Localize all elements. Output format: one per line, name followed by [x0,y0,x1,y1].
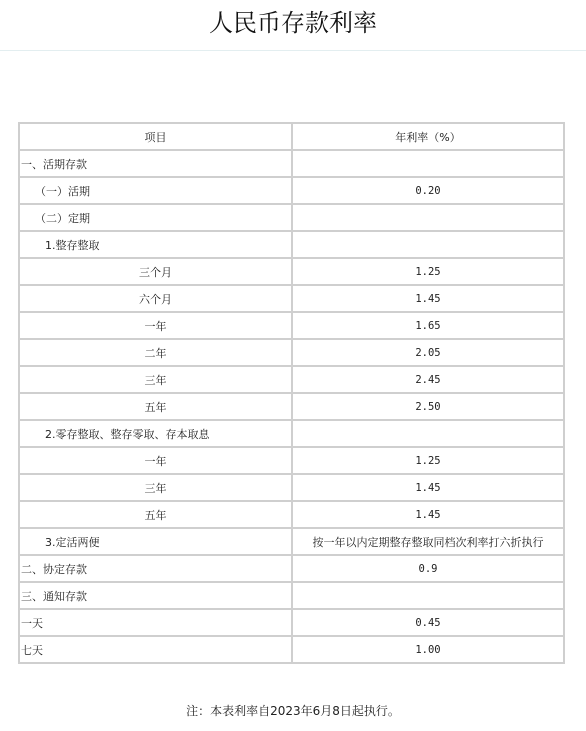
row-rate-cell: 0.9 [293,556,565,583]
row-rate-cell: 2.45 [293,367,565,394]
row-rate-cell: 2.05 [293,340,565,367]
row-rate-cell: 按一年以内定期整存整取同档次利率打六折执行 [293,529,565,556]
row-rate-cell: 1.65 [293,313,565,340]
table-row [20,232,565,259]
row-item-cell: 二、协定存款 [20,556,293,583]
row-rate-cell: 2.50 [293,394,565,421]
table-row [20,340,565,367]
table-row [20,448,565,475]
row-item-cell: （一）活期 [20,178,293,205]
row-rate-cell [293,151,565,178]
column-header-item: 项目 [20,124,293,151]
page-title: 人民币存款利率 [209,9,377,37]
table-row [20,529,565,556]
deposit-rate-table [18,122,565,664]
row-item-cell: 三、通知存款 [20,583,293,610]
row-rate-cell [293,421,565,448]
row-item-cell: 1.整存整取 [20,232,293,259]
row-item-cell: 三年 [20,367,293,394]
row-item-cell: 三个月 [20,259,293,286]
row-rate-cell: 1.45 [293,502,565,529]
footnote: 注：本表利率自2023年6月8日起执行。 [186,704,400,718]
table-row [20,556,565,583]
row-rate-cell [293,583,565,610]
row-rate-cell: 1.25 [293,259,565,286]
row-item-cell: 一天 [20,610,293,637]
table-row [20,178,565,205]
row-item-cell: 五年 [20,394,293,421]
row-item-cell: 一年 [20,448,293,475]
row-item-cell: 一年 [20,313,293,340]
table-row [20,475,565,502]
row-item-cell: （二）定期 [20,205,293,232]
table-row [20,205,565,232]
table-row [20,610,565,637]
row-rate-cell: 1.45 [293,475,565,502]
column-header-rate: 年利率（%） [293,124,565,151]
table-row [20,502,565,529]
table-row [20,259,565,286]
row-rate-cell [293,232,565,259]
row-rate-cell: 0.20 [293,178,565,205]
table-row [20,394,565,421]
table-row [20,421,565,448]
row-rate-cell: 0.45 [293,610,565,637]
row-item-cell: 2.零存整取、整存零取、存本取息 [20,421,293,448]
row-item-cell: 七天 [20,637,293,664]
row-item-cell: 三年 [20,475,293,502]
row-item-cell: 六个月 [20,286,293,313]
title-divider [0,50,586,51]
table-header-row [20,124,565,151]
row-rate-cell: 1.00 [293,637,565,664]
table-row [20,583,565,610]
row-rate-cell [293,205,565,232]
row-item-cell: 五年 [20,502,293,529]
row-rate-cell: 1.45 [293,286,565,313]
table-row [20,286,565,313]
table-row [20,151,565,178]
row-item-cell: 二年 [20,340,293,367]
table-row [20,637,565,664]
table-row [20,313,565,340]
table-row [20,367,565,394]
table-body [20,151,565,664]
row-rate-cell: 1.25 [293,448,565,475]
row-item-cell: 3.定活两便 [20,529,293,556]
row-item-cell: 一、活期存款 [20,151,293,178]
